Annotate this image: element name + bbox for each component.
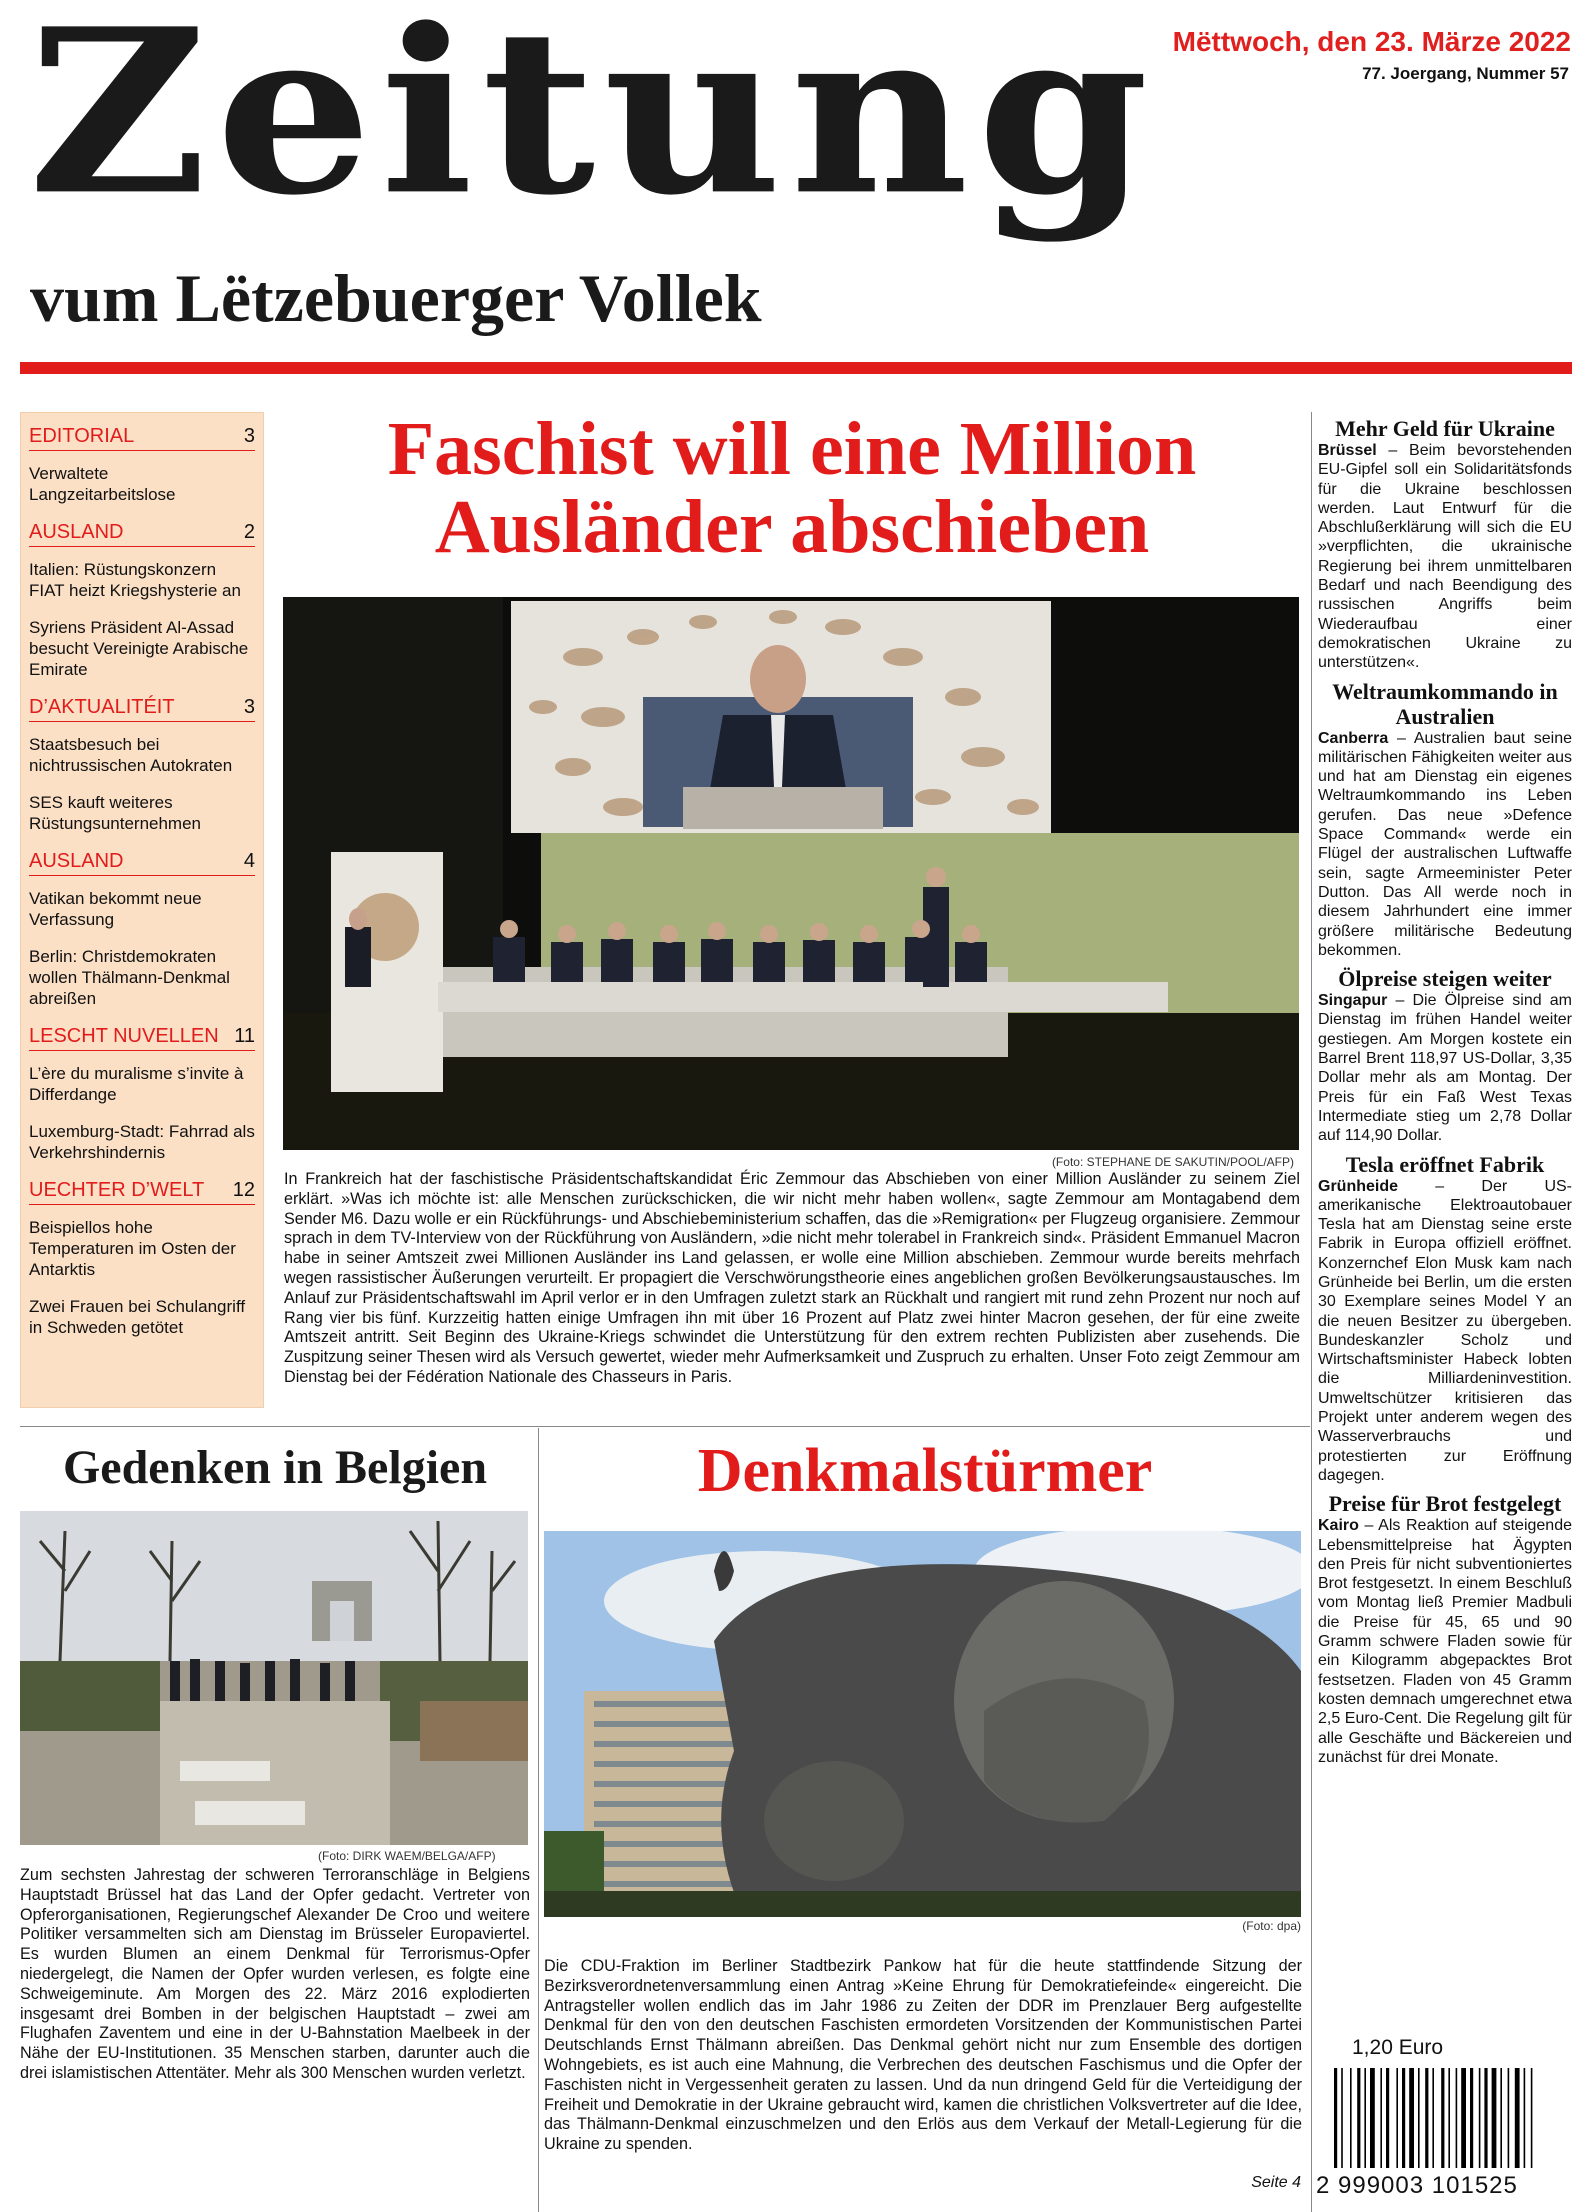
index-section [29, 1025, 255, 1163]
barcode-bar [1350, 2068, 1352, 2168]
barcode-bar [1500, 2068, 1502, 2168]
brief-body [1318, 441, 1572, 673]
brief-headline: Weltraumkommando in Australien [1332, 678, 1558, 729]
masthead-title: Zeitung [28, 0, 1157, 246]
barcode-number: 2 999003 101525 [1316, 2172, 1518, 2199]
index-section-header[interactable] [29, 696, 255, 722]
index-item[interactable]: Berlin: Christdemokraten wollen Thälmann-Denkmal abreißen [29, 947, 230, 1008]
barcode-bar [1524, 2068, 1526, 2168]
brief-dateline: Brüssel [1318, 442, 1377, 459]
issue-number: 77. Joergang, Nummer 57 [1362, 64, 1569, 83]
barcode-bar [1531, 2068, 1533, 2168]
news-brief[interactable] [1318, 679, 1572, 961]
barcode-bar [1461, 2068, 1466, 2168]
barcode-bar [1364, 2068, 1366, 2168]
index-item[interactable]: Verwaltete Langzeitarbeitslose [29, 464, 176, 504]
news-brief[interactable] [1318, 966, 1572, 1145]
index-section-name: AUSLAND [29, 850, 124, 872]
index-section-name: AUSLAND [29, 521, 124, 543]
barcode-bar [1402, 2068, 1405, 2168]
index-section-header[interactable] [29, 1025, 255, 1051]
lead-article-text: In Frankreich hat der faschistische Präsidentschaftskandidat Éric Zemmour das Abschieben von einer Million Ausländer zu seinem Ziel erklärt. »Was ich möchte ist: alle Menschen zurückschicken, die wir nicht mehr haben wollen«, sagte Zemmour am Montagabend dem Sender M6. Dazu wolle er ein Rückführungs- und Abschiebeministerium schaffen, das die »Remigration« per Flugzeug organisiere. Zemmour sprach in dem TV-Interview von der Rückführung von Ausländern, »die nicht mehr tolerabel in Frankreich sind«. Präsident Emmanuel Macron habe in seiner Amtszeit zwei Millionen Ausländer ins Land gelassen, er wolle eine Million abschieben. Zemmour wurde bereits mehrfach wegen rassistischer Äußerungen verurteilt. Er propagiert die Verschwörungstheorie eines angeblichen großen Bevölkerungsaustausches. Im Anlauf zur Präsidentschaftswahl im April verlor er in den Umfragen zuletzt stark an Rückhalt und rangiert mit rund zehn Prozent nur noch auf Rang vier bis fünf. Kurzzeitig hatten einige Umfragen ihn mit über 16 Prozent auf Platz zwei hinter Macron gesehen, der für eine zweite Amtszeit antritt. Seit Beginn des Ukraine-Kriegs schwindet die Unterstützung für den extrem rechten Publizisten aber zusehends. Die Zuspitzung seiner Thesen wird als Versuch gewertet, wieder mehr Aufmerksamkeit und Zuspruch zu erhalten. Unser Foto zeigt Zemmour am Dienstag bei der Fédération Nationale des Chasseurs in Paris. [284, 1170, 1300, 1386]
monument-photo [544, 1531, 1301, 1917]
index-item[interactable]: L’ère du muralisme s’invite à Differdange [29, 1064, 244, 1104]
barcode-bar [1484, 2068, 1487, 2168]
index-section-header[interactable] [29, 1179, 255, 1205]
index-page-number: 3 [243, 425, 255, 447]
index-item[interactable]: Beispiellos hohe Temperaturen im Osten der Antarktis [29, 1218, 236, 1279]
barcode-bar [1386, 2068, 1389, 2168]
barcode-bar [1479, 2068, 1481, 2168]
denkmal-photo-credit: (Foto: dpa) [1242, 1919, 1301, 1933]
masthead-subtitle: vum Lëtzebuerger Vollek [30, 260, 762, 336]
barcode-bar [1492, 2068, 1497, 2168]
index-section [29, 1179, 255, 1338]
index-item[interactable]: Luxemburg-Stadt: Fahrrad als Verkehrshindernis [29, 1122, 255, 1162]
brief-headline: Ölpreise steigen weiter [1338, 966, 1552, 992]
barcode [1320, 2068, 1570, 2178]
barcode-bar [1456, 2068, 1458, 2168]
cover-price: 1,20 Euro [1352, 2036, 1444, 2059]
barcode-bar [1508, 2068, 1510, 2168]
belgium-headline[interactable]: Gedenken in Belgien [62, 1441, 488, 1494]
index-section-name: D’AKTUALITÉIT [29, 696, 175, 718]
barcode-bar [1334, 2068, 1337, 2168]
index-section-name: UECHTER D’WELT [29, 1179, 205, 1201]
barcode-bar [1515, 2068, 1520, 2168]
belgium-photo [20, 1511, 528, 1845]
index-page-number: 11 [234, 1025, 255, 1047]
brief-body [1318, 729, 1572, 961]
lead-photo [283, 597, 1299, 1150]
barcode-bar [1370, 2068, 1375, 2168]
brief-dateline: Canberra [1318, 729, 1389, 747]
index-page-number: 4 [243, 850, 255, 872]
conference-photo [283, 597, 1299, 1150]
brief-headline: Mehr Geld für Ukraine [1335, 416, 1555, 441]
index-page-number: 12 [232, 1179, 255, 1201]
column-divider [538, 1428, 539, 2212]
index-section [29, 425, 255, 505]
index-item[interactable]: Italien: Rüstungskonzern FIAT heizt Kriegshysterie an [29, 560, 241, 600]
news-brief[interactable] [1318, 1491, 1572, 1767]
denkmal-headline[interactable]: Denkmalstürmer [697, 1437, 1153, 1505]
index-section-header[interactable] [29, 850, 255, 876]
barcode-bar [1380, 2068, 1382, 2168]
brief-body [1318, 1177, 1572, 1486]
brief-headline: Tesla eröffnet Fabrik [1345, 1151, 1545, 1177]
barcode-bar [1432, 2068, 1434, 2168]
lead-photo-credit: (Foto: STEPHANE DE SAKUTIN/POOL/AFP) [1051, 1155, 1294, 1169]
index-section-name: EDITORIAL [29, 425, 135, 447]
news-brief[interactable] [1318, 416, 1572, 673]
index-page-number: 3 [243, 696, 255, 718]
brief-dateline: Grünheide [1318, 1177, 1399, 1195]
index-item[interactable]: Zwei Frauen bei Schulangriff in Schweden getötet [29, 1297, 246, 1337]
index-item[interactable]: SES kauft weiteres Rüstungsunternehmen [29, 793, 202, 833]
lead-headline[interactable] [280, 407, 1304, 569]
barcode-bar [1341, 2068, 1343, 2168]
barcode-bar [1418, 2068, 1420, 2168]
barcode-bar [1470, 2068, 1473, 2168]
barcode-bar [1425, 2068, 1428, 2168]
barcode-bars [1320, 2068, 1570, 2168]
index-page-number: 2 [243, 521, 255, 543]
index-section [29, 696, 255, 834]
issue-date: Mëttwoch, den 23. Märze 2022 [1172, 26, 1571, 57]
index-item[interactable]: Staatsbesuch bei nichtrussischen Autokraten [29, 735, 233, 775]
barcode-bar [1409, 2068, 1414, 2168]
denkmal-article-text: Die CDU-Fraktion im Berliner Stadtbezirk Pankow hat für die heute stattfindende Sitzung der Bezirksverordnetenversammlung einen Antrag »Keine Ehrung für Demokratiefeinde« eingereicht. Die Antragsteller wollen endlich das im Jahr 1986 zu Zeiten der DDR im Prenzlauer Berg aufgestellte Denkmal für den von den deutschen Faschisten ermordeten Vorsitzenden der Kommunistischen Partei Deutschlands Ernst Thälmann abreißen. Das Denkmal gehört nicht nur zum Ensemble des dortigen Wohngebiets, es ist auch eine Mahnung, die Verbrechen des deutschen Faschismus und die Opfer der Faschisten nicht in Vergessenheit geraten zu lassen. Und da nun dringend Geld für die Verteidigung der Freiheit und Demokratie in der Ukraine gebraucht wird, kamen die christlichen Volksvertreter auf die Idee, das Thälmann-Denkmal einzuschmelzen und den Erlös aus dem Verkauf der Metall-Legierung für die Ukraine zu spenden. [544, 1957, 1302, 2154]
brief-text: – Die Ölpreise sind am Dienstag im frühen Handel weiter gestiegen. Am Morgen kostete ein Barrel Brent 118,97 US-Dollar, 3,35 Dollar mehr als am Montag. Der Preis für ein Faß West Texas Intermediate stieg um 2,78 Dollar auf 114,90 Dollar. [1318, 992, 1572, 1145]
index-section-header[interactable] [29, 425, 255, 451]
brief-text: – Beim bevorstehenden EU-Gipfel soll ein Solidaritätsfonds für die Ukraine beschlossen werden. Laut Entwurf für die Abschlußerklärung will sich die EU »verpflichten, die ukrainische Regierung bei ihrem unmittelbaren Bedarf und nach Beendigung des russischen Angriffs beim Wiederaufbau einer demokratischen Ukraine zu unterstützen«. [1318, 442, 1572, 672]
memorial-photo [20, 1511, 528, 1845]
index-section [29, 850, 255, 1009]
brief-body [1318, 991, 1572, 1145]
brief-headline: Preise für Brot festgelegt [1328, 1491, 1562, 1517]
barcode-bar [1396, 2068, 1398, 2168]
masthead-rule [20, 362, 1572, 374]
lead-headline-line: Ausländer abschieben [434, 485, 1150, 569]
contents-index [20, 412, 264, 1408]
column-divider [1311, 412, 1312, 2212]
brief-dateline: Kairo [1318, 1517, 1359, 1535]
section-divider [20, 1426, 1310, 1427]
index-section-header[interactable] [29, 521, 255, 547]
brief-text: – Als Reaktion auf steigende Lebensmittelpreise hat Ägypten den Preis für nicht subventioniertes Brot festgesetzt. In einem Beschluß vom Montag ließ Premier Madbuli die Preise für 45, 65 und 90 Gramm schwere Fladen sowie für ein Kilogramm abgepacktes Brot festsetzen. Fladen von 45 Gramm kosten demnach umgerechnet etwa 2,5 Euro-Cent. Die Regelung gilt für alle Geschäfte und Bäckereien und zunächst für drei Monate. [1318, 1517, 1572, 1766]
index-section-name: LESCHT NUVELLEN [29, 1025, 219, 1047]
index-section [29, 521, 255, 680]
belgium-article-text: Zum sechsten Jahrestag der schweren Terroranschläge in Belgiens Hauptstadt Brüssel hat das Land der Opfer gedacht. Vertreter von Opferorganisationen, Regierungschef Alexander De Croo und weitere Politiker versammelten sich am Dienstag im Brüsseler Europaviertel. Es wurden Blumen an einem Denkmal für Terrorismus-Opfer niedergelegt, die Namen der Opfer wurden verlesen, es folgte eine Schweigeminute. Am Morgen des 22. März 2016 explodierten insgesamt drei Bomben in der belgischen Hauptstadt – zwei am Flughafen Zaventem und eine in der U-Bahnstation Maelbeek in der Nähe der EU-Institutionen. 35 Menschen starben, darunter auch die drei islamistischen Attentäter. Mehr als 300 Menschen wurden verletzt. [20, 1866, 530, 2082]
barcode-bar [1441, 2068, 1444, 2168]
news-brief[interactable] [1318, 1152, 1572, 1486]
barcode-bar [1448, 2068, 1450, 2168]
continued-page-ref[interactable]: Seite 4 [1251, 2174, 1301, 2191]
brief-text: – Der US-amerikanische Elektroautobauer Tesla hat am Dienstag seine erste Fabrik in Europa offiziell eröffnet. Konzernchef Elon Musk kam nach Grünheide bei Berlin, um die ersten 30 Exemplare seines Model Y an die neuen Besitzer zu übergeben. Bundeskanzler Scholz und Wirtschaftsminister Habeck lobten die Milliardeninvestition. Umweltschützer kritisieren das Projekt unter anderem wegen des Wasserverbrauchs und protestierten zur Eröffnung dagegen. [1318, 1177, 1572, 1484]
barcode-bar [1357, 2068, 1360, 2168]
index-item[interactable]: Vatikan bekommt neue Verfassung [29, 889, 202, 929]
denkmal-photo [544, 1531, 1301, 1917]
brief-body [1318, 1516, 1572, 1767]
brief-dateline: Singapur [1318, 992, 1388, 1010]
news-briefs-column [1318, 412, 1572, 1773]
lead-headline-line: Faschist will eine Million [387, 407, 1197, 491]
index-item[interactable]: Syriens Präsident Al-Assad besucht Vereinigte Arabische Emirate [29, 618, 249, 679]
brief-text: – Australien baut seine militärischen Fähigkeiten weiter aus und hat am Dienstag ein eigenes Weltraumkommando ins Leben gerufen. Das neue »Defence Space Command« werde ein Flügel der australischen Luftwaffe sein, sagte Armeeminister Peter Dutton. Das All werde noch in diesem Jahrhundert eine immer größere militärische Bedeutung bekommen. [1318, 729, 1572, 959]
belgium-photo-credit: (Foto: DIRK WAEM/BELGA/AFP) [318, 1849, 496, 1863]
